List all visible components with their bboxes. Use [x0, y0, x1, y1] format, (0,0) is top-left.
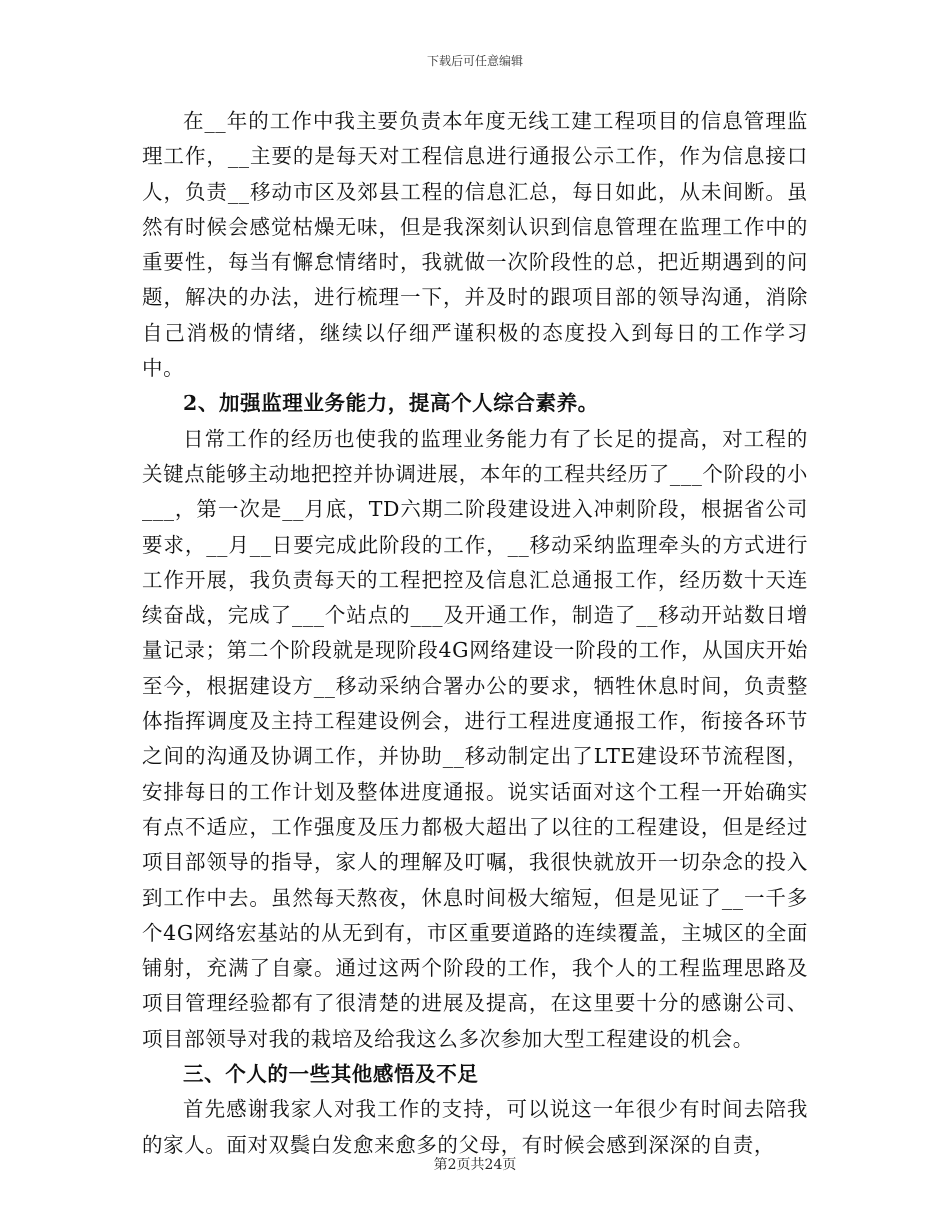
- paragraph-information-management: 在__年的工作中我主要负责本年度无线工建工程项目的信息管理监理工作，__主要的是每天对工程信息进行通报公示工作，作为信息接口人，负责__移动市区及郊县工程的信息汇总，每日如此，从未间断。虽然有时候会感觉枯燥无味，但是我深刻认识到信息管理在监理工作中的重要性，每当有懈怠情绪时，我就做一次阶段性的总，把近期遇到的问题，解决的办法，进行梳理一下，并及时的跟项目部的领导沟通，消除自己消极的情绪，继续以仔细严谨积极的态度投入到每日的工作学习中。: [142, 109, 808, 381]
- document-body: [142, 104, 808, 1163]
- section-heading-supervision-ability: 2、加强监理业务能力，提高个人综合素养。: [183, 391, 599, 416]
- page-number: 第2页共24页: [433, 1157, 517, 1173]
- paragraph-project-stages: 日常工作的经历也使我的监理业务能力有了长足的提高，对工程的关键点能够主动地把控并协调进展，本年的工程共经历了___个阶段的小___，第一次是__月底，TD六期二阶段建设进入冲刺阶段，根据省公司要求，__月__日要完成此阶段的工作，__移动采纳监理牵头的方式进行工作开展，我负责每天的工程把控及信息汇总通报工作，经历数十天连续奋战，完成了___个站点的___及开通工作，制造了__移动开站数日增量记录；第二个阶段就是现阶段4G网络建设一阶段的工作，从国庆开始至今，根据建设方__移动采纳合署办公的要求，牺牲休息时间，负责整体指挥调度及主持工程建设例会，进行工程进度通报工作，衔接各环节之间的沟通及协调工作，并协助__移动制定出了LTE建设环节流程图，安排每日的工作计划及整体进度通报。说实话面对这个工程一开始确实有点不适应，工作强度及压力都极大超出了以往的工程建设，但是经过项目部领导的指导，家人的理解及叮嘱，我很快就放开一切杂念的投入到工作中去。虽然每天熬夜，休息时间极大缩短，但是见证了__一千多个4G网络宏基站的从无到有，市区重要道路的连续覆盖，主城区的全面铺射，充满了自豪。通过这两个阶段的工作，我个人的工程监理思路及项目管理经验都有了很清楚的进展及提高，在这里要十分的感谢公司、项目部领导对我的栽培及给我这么多次参加大型工程建设的机会。: [142, 426, 808, 1051]
- header-note: 下载后可任意编辑: [426, 54, 523, 68]
- paragraph-family-thanks: 首先感谢我家人对我工作的支持，可以说这一年很少有时间去陪我的家人。面对双鬓白发愈来愈多的父母，有时候会感到深深的自责，: [142, 1097, 808, 1157]
- section-heading-personal-reflections: 三、个人的一些其他感悟及不足: [183, 1062, 479, 1087]
